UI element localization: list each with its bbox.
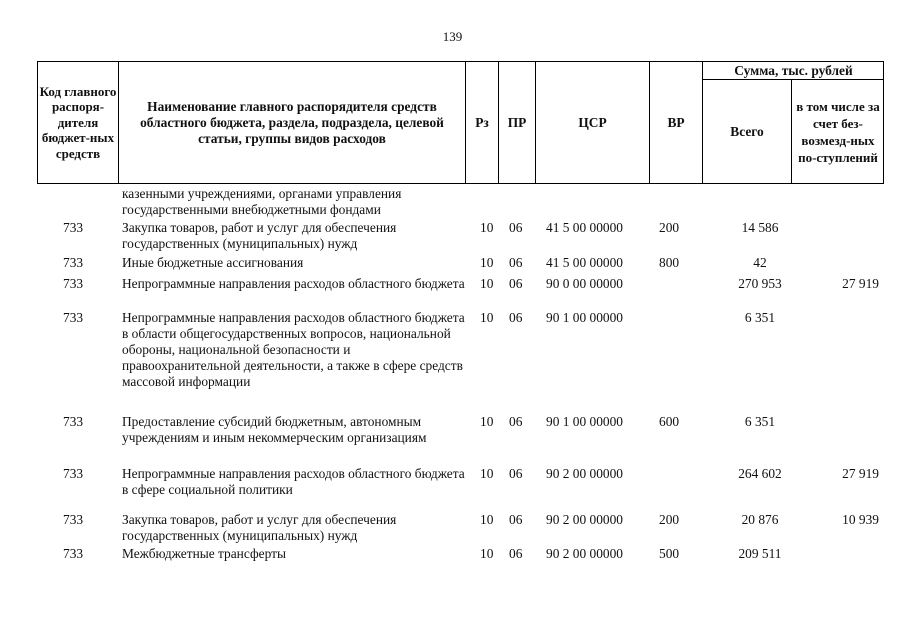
cell-code: 733 [63,255,84,270]
cell-csr: 90 2 00 00000 [546,546,623,561]
cell-csr: 90 1 00 00000 [546,310,623,325]
cell-rz: 10 [480,276,494,291]
header-vr: ВР [667,114,685,130]
cell-vr: 200 [659,512,680,527]
header-pr: ПР [507,114,527,130]
cell-pr: 06 [509,310,523,325]
cell-total: 264 602 [738,466,782,481]
cell-pr: 06 [509,546,523,561]
cell-code: 733 [63,276,84,291]
cell-total: 270 953 [738,276,782,291]
cell-vr: 200 [659,220,680,235]
header-name: Наименование главного распорядителя средств областного бюджета, раздела, подраздела, целевой статьи, группы видов расходов [140,98,444,146]
cell-free: 27 919 [842,466,879,481]
cell-name: Непрограммные направления расходов областного бюджета в области общегосударственных вопросов, национальной обороны, национальной безопасности и правоохранительной деятельности, а также в сфере средств массовой информации [122,310,465,389]
cell-total: 209 511 [738,546,782,561]
cell-total: 42 [753,255,767,270]
header-free: в том числе за счет без-возмезд-ных по-ступлений [796,98,880,165]
header-code: Код главного распоря-дителя бюджет-ных средств [39,83,117,161]
cell-vr: 600 [659,414,680,429]
header-sum: Сумма, тыс. рублей [734,62,853,78]
cell-pr: 06 [509,220,523,235]
cell-csr: 90 2 00 00000 [546,466,623,481]
cell-rz: 10 [480,310,494,325]
cell-csr: 90 0 00 00000 [546,276,623,291]
cell-pr: 06 [509,276,523,291]
header-csr: ЦСР [578,114,607,130]
table-header [37,61,884,184]
header-total: Всего [730,123,764,139]
cell-csr: 41 5 00 00000 [546,220,623,235]
cell-rz: 10 [480,414,494,429]
cell-free: 10 939 [842,512,879,527]
cell-code: 733 [63,220,84,235]
cell-rz: 10 [480,546,494,561]
cell-pr: 06 [509,512,523,527]
cell-rz: 10 [480,466,494,481]
cell-code: 733 [63,414,84,429]
cell-name: Закупка товаров, работ и услуг для обеспечения государственных (муниципальных) нужд [122,220,397,251]
header-rz: Рз [475,114,489,130]
cell-name: Иные бюджетные ассигнования [122,255,304,270]
cell-rz: 10 [480,255,494,270]
cell-rz: 10 [480,220,494,235]
cell-total: 6 351 [744,414,776,429]
cell-code: 733 [63,546,84,561]
cell-csr: 90 2 00 00000 [546,512,623,527]
cell-csr: 41 5 00 00000 [546,255,623,270]
cell-csr: 90 1 00 00000 [546,414,623,429]
cell-name: Межбюджетные трансферты [122,546,286,561]
cell-name: Закупка товаров, работ и услуг для обеспечения государственных (муниципальных) нужд [122,512,397,543]
cell-code: 733 [63,310,84,325]
cell-total: 6 351 [744,310,776,325]
cell-code: 733 [63,466,84,481]
cell-name: Непрограммные направления расходов областного бюджета в сфере социальной политики [122,466,465,497]
cell-vr: 800 [659,255,680,270]
cell-vr: 500 [659,546,680,561]
cell-pr: 06 [509,414,523,429]
cell-free: 27 919 [842,276,879,291]
page-number: 139 [442,29,463,44]
cell-pr: 06 [509,466,523,481]
cell-total: 20 876 [741,512,779,527]
cell-name: Непрограммные направления расходов областного бюджета [122,276,465,291]
cell-pr: 06 [509,255,523,270]
cell-name: Предоставление субсидий бюджетным, автономным учреждениям и иным некоммерческим организациям [122,414,427,445]
cell-rz: 10 [480,512,494,527]
cell-total: 14 586 [741,220,779,235]
cell-code: 733 [63,512,84,527]
cell-name: казенными учреждениями, органами управления государственными внебюджетными фондами [122,186,402,217]
